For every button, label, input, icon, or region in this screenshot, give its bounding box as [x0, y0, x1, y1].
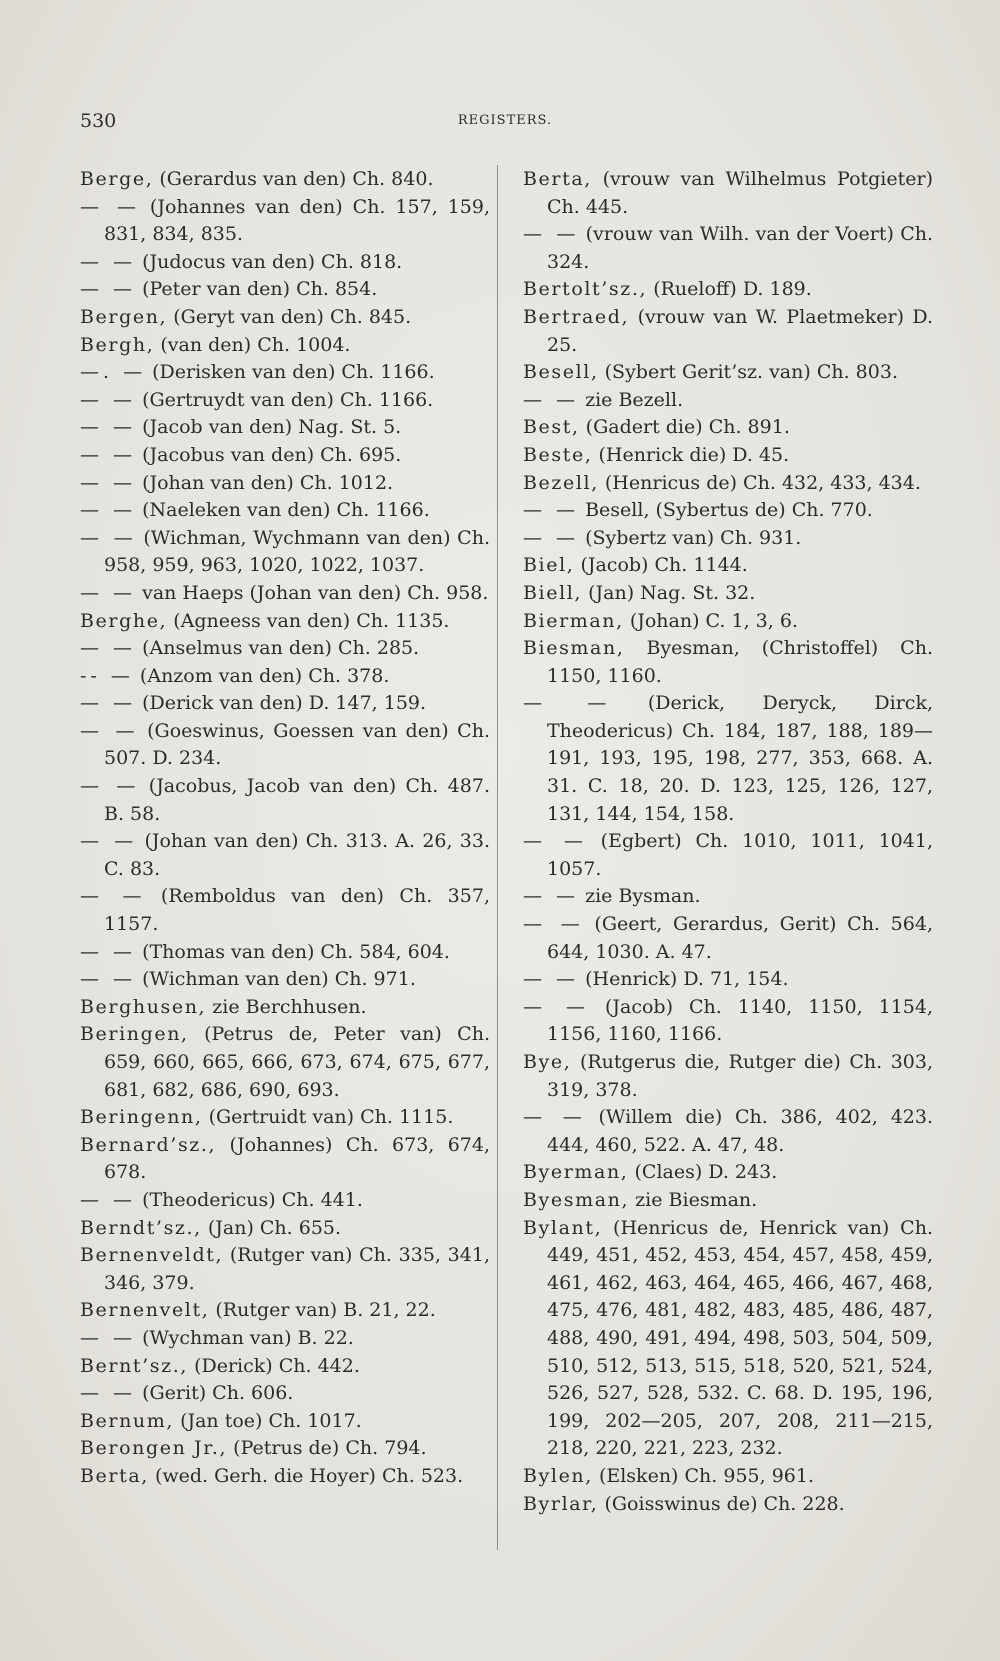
- entry-text: (Gerardus van den) Ch. 840.: [153, 168, 434, 190]
- index-entry: [523, 635, 933, 690]
- index-entry: [523, 1049, 933, 1104]
- index-entry: [80, 580, 490, 608]
- index-entry: [80, 994, 490, 1022]
- entry-headword: Bernenveldt,: [80, 1244, 224, 1267]
- entry-headword: Beste,: [523, 443, 593, 466]
- entry-text: (Goisswinus de) Ch. 228.: [598, 1492, 845, 1515]
- entry-repeat-dash: — —: [523, 1106, 586, 1129]
- entry-repeat-dash: — —: [80, 1188, 137, 1211]
- entry-text: (Sybert Gerit’sz. van) Ch. 803.: [598, 361, 898, 384]
- entry-headword: Best,: [523, 416, 580, 439]
- entry-repeat-dash: — —: [80, 719, 139, 742]
- entry-text: (Remboldus van den) Ch. 357, 1157.: [104, 885, 490, 936]
- entry-repeat-dash: — —: [523, 388, 580, 411]
- entry-text: (wed. Gerh. die Hoyer) Ch. 523.: [148, 1464, 464, 1487]
- entry-headword: Biell,: [523, 581, 583, 604]
- entry-text: (Geert, Gerardus, Gerit) Ch. 564, 644, 1030. A. 47.: [547, 913, 933, 963]
- entry-text: van Haeps (Johan van den) Ch. 958.: [136, 581, 489, 604]
- entry-text: (Jacob van den) Nag. St. 5.: [136, 416, 402, 439]
- entry-text: (Henrick) D. 71, 154.: [579, 968, 789, 991]
- index-entry: [80, 332, 490, 360]
- entry-repeat-dash: — —: [80, 885, 146, 908]
- index-entry: [80, 663, 490, 691]
- entry-text: (van den) Ch. 1004.: [154, 333, 351, 356]
- entry-text: (Gadert die) Ch. 891.: [579, 416, 790, 439]
- entry-text: zie Bezell.: [579, 388, 684, 411]
- index-entry: [80, 828, 490, 883]
- index-entry: [80, 497, 490, 525]
- entry-headword: Berta,: [523, 168, 592, 190]
- entry-headword: Bertraed,: [523, 305, 630, 328]
- entry-repeat-dash: — —: [80, 830, 138, 853]
- entry-text: (Derick, Deryck, Dirck, Theodericus) Ch. 184, 187, 188, 189—191, 193, 195, 198, 277, 353, 668. A. 31. C. 18, 20. D. 123, 125, 126, 127, 131, 144, 154, 158.: [547, 692, 933, 825]
- entry-headword: Besell,: [523, 361, 599, 384]
- entry-headword: Bergh,: [80, 333, 155, 356]
- index-entry: [523, 828, 933, 883]
- entry-repeat-dash: — —: [80, 443, 137, 466]
- entry-text: (Agneess van den) Ch. 1135.: [167, 609, 450, 632]
- entry-repeat-dash: — —: [80, 526, 137, 549]
- index-entry: [80, 359, 490, 387]
- index-entry: [523, 304, 933, 359]
- index-entry: [523, 414, 933, 442]
- entry-text: (Peter van den) Ch. 854.: [136, 278, 378, 301]
- entry-text: (Jan) Ch. 655.: [201, 1216, 342, 1239]
- index-entry: [80, 166, 490, 194]
- index-entry: [523, 1215, 933, 1463]
- index-entry: [523, 359, 933, 387]
- page-number: 530: [80, 110, 117, 132]
- entry-text: (Johannes) Ch. 673, 674, 678.: [104, 1133, 490, 1184]
- entry-text: (Geryt van den) Ch. 845.: [167, 305, 412, 328]
- entry-text: (Jan toe) Ch. 1017.: [174, 1409, 362, 1432]
- entry-text: (Jacob) Ch. 1144.: [574, 554, 748, 577]
- entry-headword: Bylen,: [523, 1464, 593, 1487]
- entry-text: (Johan van den) Ch. 313. A. 26, 33. C. 83.: [104, 830, 490, 880]
- index-entry: [80, 773, 490, 828]
- entry-repeat-dash: — —: [80, 637, 137, 660]
- entry-headword: Bernum,: [80, 1409, 175, 1432]
- entry-repeat-dash: — —: [523, 499, 580, 522]
- entry-repeat-dash: -- —: [80, 664, 134, 687]
- entry-text: (Johan) C. 1, 3, 6.: [623, 609, 798, 632]
- index-entry: [80, 1132, 490, 1187]
- entry-headword: Byerman,: [523, 1161, 629, 1184]
- entry-headword: Bergen,: [80, 305, 168, 328]
- index-entry: [523, 1463, 933, 1491]
- index-entry: [523, 552, 933, 580]
- index-entry: [80, 1435, 490, 1463]
- entry-text: (Rutger van) Ch. 335, 341, 346, 379.: [104, 1244, 490, 1294]
- entry-text: Besell, (Sybertus de) Ch. 770.: [579, 499, 873, 522]
- index-entry: [80, 414, 490, 442]
- entry-headword: Byrlar,: [523, 1492, 599, 1515]
- entry-repeat-dash: — —: [80, 1326, 137, 1349]
- index-entry: [80, 883, 490, 938]
- page-header: [80, 110, 930, 140]
- index-entry: [80, 608, 490, 636]
- index-entry: [523, 966, 933, 994]
- index-entry: [523, 221, 933, 276]
- entry-repeat-dash: — —: [523, 526, 580, 549]
- index-entry: [80, 1325, 490, 1353]
- entry-text: (Elsken) Ch. 955, 961.: [592, 1464, 815, 1487]
- entry-repeat-dash: — —: [80, 499, 137, 522]
- index-entry: [80, 304, 490, 332]
- index-entry: [523, 1159, 933, 1187]
- index-entry: [523, 525, 933, 553]
- entry-text: (Johan van den) Ch. 1012.: [136, 471, 394, 494]
- entry-repeat-dash: — —: [80, 581, 137, 604]
- entry-headword: Beringenn,: [80, 1106, 203, 1129]
- index-entry: [80, 939, 490, 967]
- index-entry: [523, 470, 933, 498]
- index-entry: [80, 1242, 490, 1297]
- entry-text: zie Biesman.: [629, 1188, 758, 1211]
- entry-text: zie Bysman.: [579, 885, 701, 908]
- index-column-right: [523, 166, 933, 1518]
- entry-repeat-dash: — —: [523, 692, 611, 715]
- entry-text: (Petrus de) Ch. 794.: [227, 1437, 427, 1460]
- entry-headword: Biesman,: [523, 637, 625, 660]
- entry-text: (Rueloff) D. 189.: [647, 278, 812, 301]
- entry-headword: Bernard’sz.,: [80, 1133, 217, 1156]
- index-entry: [523, 1104, 933, 1159]
- entry-text: zie Berchhusen.: [206, 995, 367, 1018]
- index-entry: [523, 994, 933, 1049]
- entry-headword: Bylant,: [523, 1216, 603, 1239]
- index-entry: [523, 497, 933, 525]
- index-entry: [80, 1215, 490, 1243]
- entry-text: (Johannes van den) Ch. 157, 159, 831, 834, 835.: [104, 195, 490, 246]
- entry-headword: Bernenvelt,: [80, 1299, 210, 1322]
- entry-repeat-dash: — —: [80, 416, 137, 439]
- entry-repeat-dash: — —: [523, 885, 580, 908]
- entry-headword: Bernt’sz.,: [80, 1354, 189, 1377]
- index-entry: [80, 194, 490, 249]
- entry-text: (Derick) Ch. 442.: [188, 1354, 360, 1377]
- entry-repeat-dash: — —: [80, 940, 137, 963]
- index-entry: [80, 1297, 490, 1325]
- entry-text: (Wichman van den) Ch. 971.: [136, 968, 416, 991]
- entry-headword: Biel,: [523, 554, 575, 577]
- index-entry: [80, 1187, 490, 1215]
- entry-text: (vrouw van W. Plaetmeker) D. 25.: [547, 305, 933, 356]
- entry-text: (Rutgerus die, Rutger die) Ch. 303, 319, 378.: [547, 1051, 933, 1101]
- index-entry: [80, 635, 490, 663]
- index-entry: [80, 1463, 490, 1491]
- index-entry: [523, 911, 933, 966]
- entry-text: (Derisken van den) Ch. 1166.: [146, 361, 435, 384]
- index-entry: [523, 276, 933, 304]
- entry-text: (Egbert) Ch. 1010, 1011, 1041, 1057.: [547, 830, 933, 880]
- index-entry: [523, 1491, 933, 1519]
- entry-text: (Sybertz van) Ch. 931.: [579, 526, 802, 549]
- entry-text: (Henrick die) D. 45.: [592, 443, 790, 466]
- entry-text: (Gertruidt van) Ch. 1115.: [202, 1106, 454, 1129]
- entry-text: (Jacobus, Jacob van den) Ch. 487. B. 58.: [104, 775, 490, 825]
- index-entry: [80, 442, 490, 470]
- entry-repeat-dash: — —: [523, 830, 587, 853]
- index-entry: [523, 690, 933, 828]
- index-entry: [80, 1380, 490, 1408]
- entry-text: (Naeleken van den) Ch. 1166.: [136, 499, 430, 522]
- entry-headword: Bezell,: [523, 471, 599, 494]
- entry-text: (Jan) Nag. St. 32.: [582, 581, 756, 604]
- index-entry: [80, 718, 490, 773]
- entry-repeat-dash: — —: [80, 195, 140, 218]
- entry-text: (Rutger van) B. 21, 22.: [209, 1299, 436, 1322]
- entry-repeat-dash: — —: [80, 1382, 137, 1405]
- index-entry: [80, 1353, 490, 1381]
- running-head: REGISTERS.: [457, 113, 553, 128]
- index-entry: [80, 1021, 490, 1104]
- entry-repeat-dash: — —: [80, 471, 137, 494]
- entry-repeat-dash: — —: [523, 223, 580, 246]
- entry-text: (Judocus van den) Ch. 818.: [136, 250, 403, 273]
- entry-text: (Wychman van) B. 22.: [136, 1326, 354, 1349]
- entry-repeat-dash: — —: [80, 775, 140, 798]
- entry-text: (Anselmus van den) Ch. 285.: [136, 637, 420, 660]
- index-entry: [80, 525, 490, 580]
- entry-text: (Anzom van den) Ch. 378.: [133, 664, 390, 687]
- entry-repeat-dash: — —: [80, 250, 137, 273]
- index-entry: [523, 883, 933, 911]
- entry-text: (Gertruydt van den) Ch. 1166.: [136, 388, 434, 411]
- entry-headword: Byesman,: [523, 1188, 630, 1211]
- entry-text: (Thomas van den) Ch. 584, 604.: [136, 940, 450, 963]
- index-column-left: [80, 166, 490, 1491]
- index-entry: [523, 1187, 933, 1215]
- entry-repeat-dash: — —: [80, 388, 137, 411]
- entry-text: (vrouw van Wilh. van der Voert) Ch. 324.: [547, 223, 934, 273]
- entry-headword: Berghe,: [80, 609, 168, 632]
- entry-text: (Derick van den) D. 147, 159.: [136, 692, 427, 715]
- entry-text: (Claes) D. 243.: [628, 1161, 778, 1184]
- index-entry: [80, 470, 490, 498]
- index-entry: [80, 966, 490, 994]
- entry-repeat-dash: — —: [523, 995, 589, 1018]
- entry-headword: Berta,: [80, 1464, 149, 1487]
- index-entry: [80, 690, 490, 718]
- entry-text: (Jacob) Ch. 1140, 1150, 1154, 1156, 1160, 1166.: [547, 995, 933, 1046]
- entry-headword: Berndt’sz.,: [80, 1216, 202, 1239]
- entry-text: (Theodericus) Ch. 441.: [136, 1188, 363, 1211]
- entry-text: (Jacobus van den) Ch. 695.: [136, 443, 402, 466]
- entry-text: (Petrus de, Peter van) Ch. 659, 660, 665, 666, 673, 674, 675, 677, 681, 682, 686, 690, 693.: [104, 1023, 490, 1101]
- index-entry: [80, 249, 490, 277]
- index-entry: [523, 442, 933, 470]
- column-divider: [497, 165, 498, 1550]
- entry-headword: Beringen,: [80, 1023, 189, 1046]
- entry-headword: Berge,: [80, 168, 154, 190]
- index-entry: [80, 387, 490, 415]
- entry-headword: Berghusen,: [80, 995, 207, 1018]
- index-entry: [80, 1104, 490, 1132]
- index-entry: [523, 608, 933, 636]
- index-entry: [523, 580, 933, 608]
- entry-text: (vrouw van Wilhelmus Potgieter) Ch. 445.: [547, 168, 933, 218]
- index-entry: [523, 387, 933, 415]
- index-entry: [80, 1408, 490, 1436]
- entry-text: (Henricus de, Henrick van) Ch. 449, 451, 452, 453, 454, 457, 458, 459, 461, 462, 463, 464, 465, 466, 467, 468, 475, 476, 481, 482, 483, 485, 486, 487, 488, 490, 491, 494, 498, 503, 504, 509, 510, 512, 513, 515, 518, 520, 521, 524, 526, 527, 528, 532. C. 68. D. 195, 196, 199, 202—205, 207, 208, 211—215, 218, 220, 221, 223, 232.: [547, 1216, 933, 1460]
- index-entry: [80, 276, 490, 304]
- entry-headword: Bye,: [523, 1051, 572, 1073]
- entry-text: (Willem die) Ch. 386, 402, 423. 444, 460, 522. A. 47, 48.: [547, 1106, 933, 1156]
- entry-repeat-dash: — —: [523, 968, 580, 991]
- entry-text: (Gerit) Ch. 606.: [136, 1382, 294, 1405]
- index-entry: [523, 166, 933, 221]
- entry-text: (Wichman, Wychmann van den) Ch. 958, 959, 963, 1020, 1022, 1037.: [104, 526, 490, 577]
- entry-text: Byesman, (Christoffel) Ch. 1150, 1160.: [547, 637, 933, 687]
- entry-repeat-dash: — —: [523, 913, 584, 936]
- entry-repeat-dash: — —: [80, 692, 137, 715]
- entry-repeat-dash: — —: [80, 278, 137, 301]
- entry-repeat-dash: — —: [80, 968, 137, 991]
- entry-headword: Berongen Jr.,: [80, 1437, 228, 1460]
- entry-headword: Bertolt’sz.,: [523, 278, 648, 301]
- entry-headword: Bierman,: [523, 609, 624, 632]
- entry-repeat-dash: —. —: [80, 361, 147, 384]
- entry-text: (Henricus de) Ch. 432, 433, 434.: [598, 471, 921, 494]
- entry-text: (Goeswinus, Goessen van den) Ch. 507. D. 234.: [104, 719, 490, 770]
